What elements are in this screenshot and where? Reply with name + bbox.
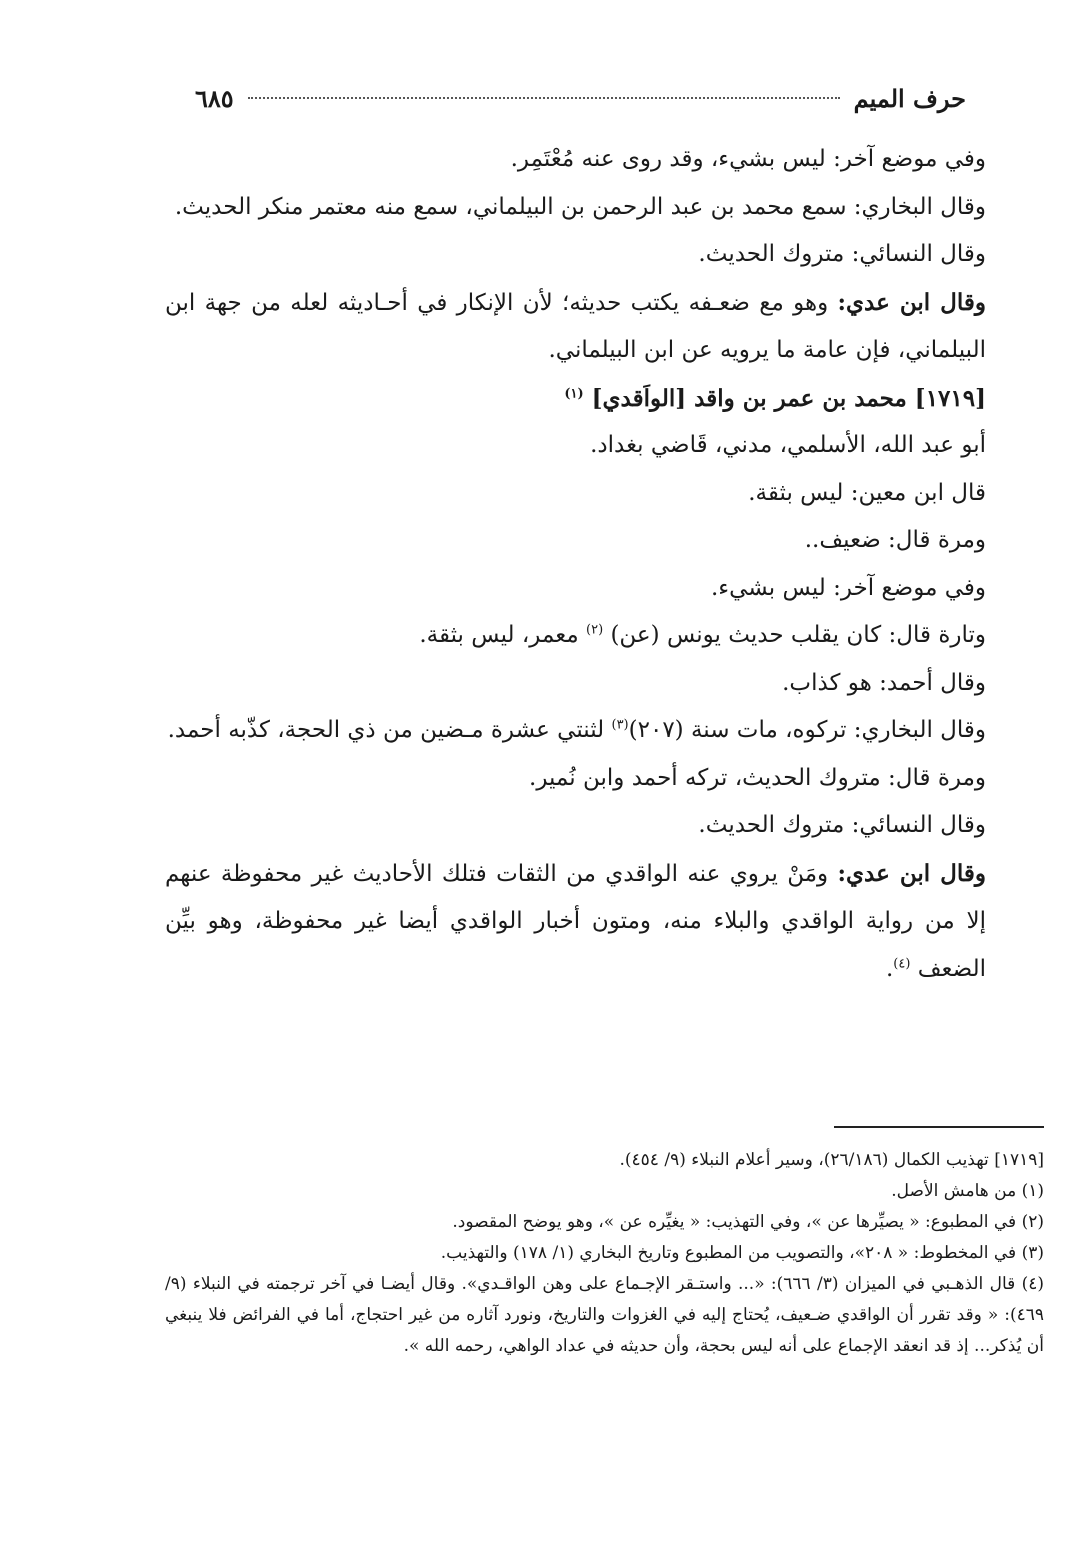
paragraph: وقال أحمد: هو كذاب. [782, 669, 986, 696]
paragraph: وقال النسائي: متروك الحديث. [698, 812, 986, 838]
paragraph-text: وهو مع ضعـفه يكتب حديثه؛ لأن الإنكار في أحـاديثه لعله من جهة ابن البيلماني، فإن عامة ما يرويه عن ابن البيلماني. [165, 289, 986, 363]
paragraph: وفي موضع آخر: ليس بشيء. [710, 574, 986, 601]
paragraph [165, 612, 1044, 660]
paragraph-text: معمر، ليس بثقة. [419, 622, 586, 648]
footnote-divider [834, 1126, 1044, 1128]
footnote-ref: (٣) [611, 717, 629, 733]
paragraph: أبو عبد الله، الأسلمي، مدني، قَاضي بغداد. [590, 432, 986, 458]
paragraph [165, 279, 1044, 375]
paragraph: ومرة قال: متروك الحديث، تركه أحمد وابن نُمير. [529, 764, 986, 791]
main-text [165, 136, 1044, 993]
paragraph: ومرة قال: ضعيف.. [804, 527, 986, 553]
footnotes [165, 1145, 1044, 1362]
entry-title: [١٧١٩] محمد بن عمر بن واقد [الواَقدي] [591, 384, 986, 412]
footnote-ref: (٢) [586, 622, 604, 638]
paragraph: قال ابن معين: ليس بثقة. [748, 479, 986, 506]
footnote: (٣) في المخطوط: « ٢٠٨»، والتصويب من المطبوع وتاريخ البخاري (١/ ١٧٨) والتهذيب. [440, 1243, 1044, 1263]
speaker-label: وقال ابن عدي: [837, 859, 986, 887]
chapter-title: حرف الميم [853, 83, 966, 113]
footnote-ref: (١) [564, 385, 584, 401]
running-header [195, 78, 966, 118]
paragraph-text: لثنتي عشرة مـضين من ذي الحجة، كذّبه أحمد. [167, 717, 612, 743]
footnote: (٢) في المطبوع: « يصيِّرها عن »، وفي التهذيب: « يغيِّره عن »، وهو يوضح المقصود. [452, 1212, 1044, 1232]
footnote-ref: (٤) [893, 955, 911, 971]
paragraph: وقال النسائي: متروك الحديث. [698, 241, 986, 267]
paragraph: وقال البخاري: سمع محمد بن عبد الرحمن بن البيلماني، سمع منه معتمر منكر الحديث. [174, 193, 986, 220]
speaker-label: وقال ابن عدي: [837, 288, 986, 316]
page-number: ٦٨٥ [195, 83, 234, 113]
header-dotted-rule [248, 97, 840, 99]
footnote: (٤) قال الذهـبي في الميزان (٣/ ٦٦٦): «... واستـقر الإجـماع على وهن الواقـدي». وقال أيضـا في آخر ترجمته في النبلاء (٩/ ٤٦٩): « وقد تقرر أن الواقدي ضـعيف، يُحتاج إليه في الغزوات والتاريخ، ونورد آثاره من غير احتجاج، أما في الفرائض فلا ينبغي أن يُذكر... إذ قد انعقد الإجماع على أنه ليس بحجة، وأن حديثه في عداد الواهي، رحمه الله ». [165, 1274, 1044, 1356]
paragraph-text: ومَنْ يروي عنه الواقدي من الثقات فتلك الأحاديث غير محفوظة عنهم إلا من رواية الواقدي والبلاء منه، ومتون أخبار الواقدي أيضا غير محفوظة، وهو بيِّن الضعف [165, 860, 986, 982]
paragraph [165, 707, 1044, 755]
paragraph-text: . [885, 955, 894, 982]
footnote: [١٧١٩] تهذيب الكمال (٢٦/١٨٦)، وسير أعلام النبلاء (٩/ ٤٥٤). [619, 1150, 1044, 1170]
entry-heading [165, 375, 1044, 423]
paragraph-text: وتارة قال: كان يقلب حديث يونس (عن) [610, 622, 986, 648]
footnote: (١) من هامش الأصل. [891, 1181, 1044, 1201]
paragraph-text: وقال البخاري: تركوه، مات سنة (٢٠٧) [628, 717, 986, 743]
paragraph [165, 850, 1044, 994]
paragraph: وفي موضع آخر: ليس بشيء، وقد روى عنه مُعْتَمِر. [510, 146, 986, 172]
